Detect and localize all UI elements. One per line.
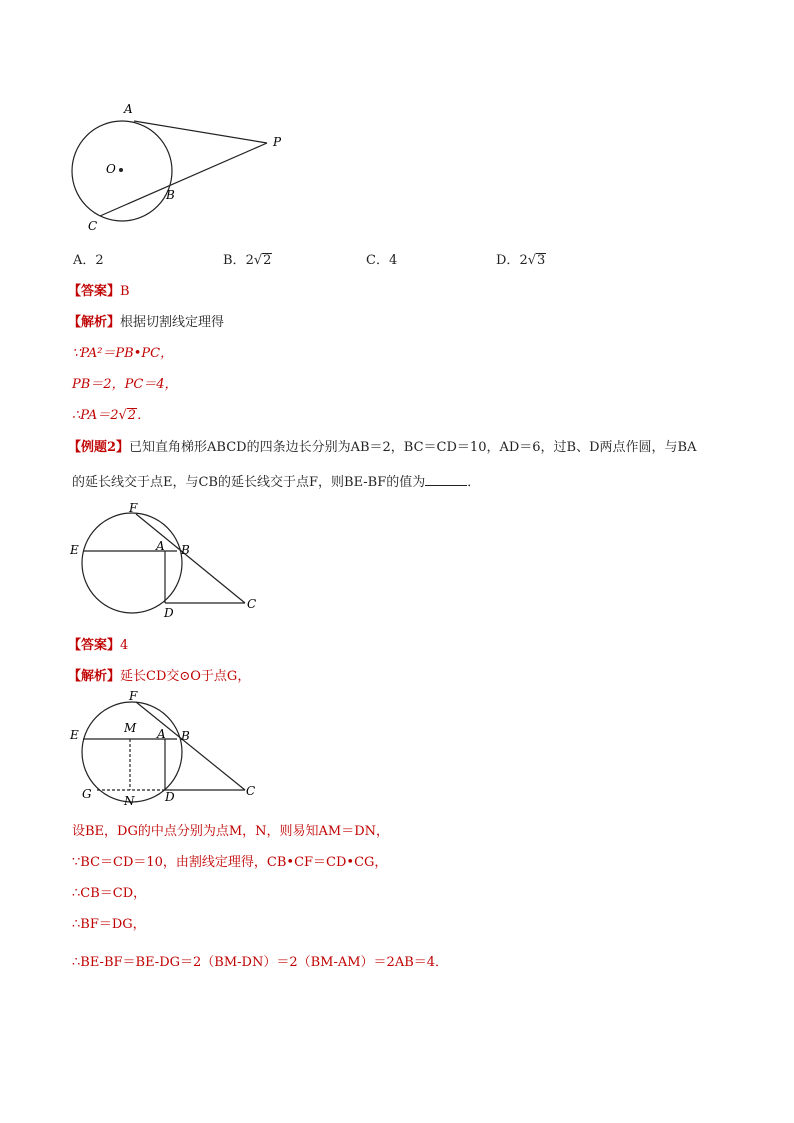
- example-text: 的延长线交于点E，与CB的延长线交于点F，则BE-BF的值为: [72, 475, 426, 490]
- example-text-end: ．: [467, 475, 481, 490]
- figure-midpoints: [64, 688, 274, 810]
- secant-pc: [100, 143, 267, 216]
- label-e: E: [70, 543, 79, 557]
- label-d: D: [164, 606, 174, 620]
- analysis-tag: 【解析】: [68, 669, 121, 684]
- label-a: A: [157, 727, 166, 741]
- sqrt-sign: √: [527, 253, 537, 268]
- analysis-2-intro: [68, 665, 250, 684]
- analysis-tag: 【解析】: [68, 315, 121, 330]
- sqrt-sign: √: [253, 253, 263, 268]
- choice-letter: A．: [73, 253, 96, 268]
- choice-radicand: 3: [537, 253, 546, 268]
- label-b: B: [181, 543, 190, 557]
- label-p: P: [273, 135, 282, 149]
- label-b: B: [166, 188, 175, 202]
- label-b: B: [181, 729, 190, 743]
- line3-radicand: 2: [127, 408, 137, 423]
- example-text: 已知直角梯形ABCD的四条边长分别为AB＝2，BC＝CD＝10，AD＝6，过B、D两点作圆，与BA: [129, 440, 697, 455]
- line3-prefix: ∴PA＝2: [72, 408, 119, 423]
- figure-tangent-secant: [60, 95, 300, 240]
- choice-letter: D．: [496, 253, 520, 268]
- choice-b: [223, 249, 272, 268]
- circle-o: [82, 513, 182, 613]
- answer-value: B: [120, 284, 130, 299]
- choice-letter: B．: [223, 253, 246, 268]
- sqrt-sign: √: [118, 408, 127, 423]
- label-d: D: [165, 790, 175, 804]
- choice-value: 2: [95, 253, 104, 268]
- answer-tag: 【答案】: [68, 638, 121, 653]
- label-m: M: [124, 721, 137, 735]
- label-e: E: [70, 728, 79, 742]
- answer-1: [68, 280, 130, 299]
- label-a: A: [156, 539, 165, 553]
- analysis-text: 延长CD交⊙O于点G，: [120, 669, 251, 684]
- center-dot: [119, 168, 123, 172]
- choice-d: [496, 249, 546, 268]
- solution-line-3: ∴CB＝CD，: [72, 886, 147, 901]
- line3-suffix: ．: [137, 408, 151, 423]
- analysis-1-line1: ∵PA²＝PB•PC，: [72, 346, 174, 361]
- solution-line-5: ∴BE-BF＝BE-DG＝2（BM-DN）＝2（BM-AM）＝2AB＝4．: [72, 955, 449, 970]
- choice-a: [73, 249, 104, 268]
- answer-value: 4: [120, 638, 129, 653]
- answer-blank: [425, 473, 467, 486]
- label-g: G: [82, 787, 92, 801]
- solution-line-1: 设BE，DG的中点分别为点M，N，则易知AM＝DN，: [72, 824, 390, 839]
- figure-trapezoid-circle: [64, 500, 274, 625]
- solution-line-4: ∴BF＝DG，: [72, 917, 146, 932]
- label-n: N: [124, 794, 135, 808]
- example-2-line2: [72, 471, 480, 490]
- choice-coef: 2: [245, 253, 254, 268]
- label-c: C: [88, 219, 98, 233]
- line-fc: [136, 514, 245, 603]
- answer-tag: 【答案】: [68, 284, 121, 299]
- analysis-1-line3: [72, 404, 150, 423]
- circle-o: [82, 702, 182, 802]
- analysis-text: 根据切割线定理得: [120, 315, 225, 330]
- answer-2: [68, 634, 128, 653]
- choice-c: [366, 249, 397, 268]
- label-a: A: [124, 102, 133, 116]
- analysis-1-line2: PB＝2，PC＝4，: [72, 377, 178, 392]
- analysis-1-intro: [68, 311, 224, 330]
- label-o: O: [106, 162, 116, 176]
- label-c: C: [247, 597, 257, 611]
- label-f: F: [129, 501, 138, 515]
- choice-radicand: 2: [263, 253, 272, 268]
- choice-coef: 2: [519, 253, 528, 268]
- choice-letter: C．: [366, 253, 389, 268]
- example-tag: 【例题2】: [68, 440, 130, 455]
- choice-value: 4: [388, 253, 398, 268]
- example-2-line1: [68, 436, 696, 455]
- line-fc: [136, 702, 245, 790]
- label-c: C: [246, 784, 256, 798]
- solution-line-2: ∵BC＝CD＝10，由割线定理得，CB•CF＝CD•CG，: [72, 855, 388, 870]
- label-f: F: [129, 689, 138, 703]
